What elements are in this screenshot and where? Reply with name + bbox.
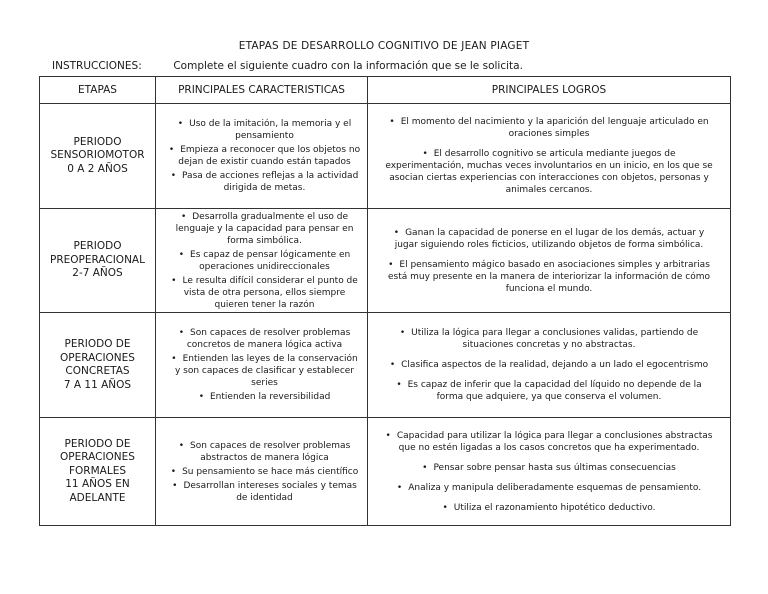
instructions-label: INSTRUCCIONES: <box>52 60 142 72</box>
list-item: • El desarrollo cognitivo se articula mediante juegos de experimentación, muchas veces involuntarios en un inicio, en los que se asocian ciertas experiencias con interacciones con objetos, personas y animales cercanos. <box>382 148 716 196</box>
list-item: • Son capaces de resolver problemas concretos de manera lógica activa <box>168 327 361 351</box>
list-item: • Son capaces de resolver problemas abstractos de manera lógica <box>168 440 361 464</box>
instructions-text: Complete el siguiente cuadro con la información que se le solicita. <box>173 60 523 72</box>
table-row <box>40 313 731 418</box>
table-row <box>40 418 731 526</box>
achievements-cell <box>368 104 731 209</box>
stage-line: PERIODO <box>73 135 122 148</box>
list-item: • Entienden las leyes de la conservación y son capaces de clasificar y establecer series <box>168 353 361 389</box>
stage-line: 11 AÑOS EN <box>65 478 130 491</box>
list-item: • Pensar sobre pensar hasta sus últimas consecuencias <box>382 462 716 474</box>
achievements-cell <box>368 209 731 313</box>
stage-cell <box>40 313 156 418</box>
list-item: • Clasifica aspectos de la realidad, dejando a un lado el egocentrismo <box>382 359 716 371</box>
stage-line: PERIODO <box>73 240 122 253</box>
stage-cell <box>40 209 156 313</box>
table-row <box>40 104 731 209</box>
list-item: • Analiza y manipula deliberadamente esquemas de pensamiento. <box>382 482 716 494</box>
list-item: • Capacidad para utilizar la lógica para llegar a conclusiones abstractas que no estén ligadas a los casos concretos que ha experimentado. <box>382 430 716 454</box>
list-item: • Ganan la capacidad de ponerse en el lugar de los demás, actuar y jugar siguiendo roles ficticios, utilizando objetos de forma simbólica. <box>382 227 716 251</box>
stage-cell <box>40 104 156 209</box>
list-item: • Entienden la reversibilidad <box>168 391 361 403</box>
stage-line: ADELANTE <box>69 491 126 504</box>
stage-line: PREOPERACIONAL <box>50 253 145 266</box>
list-item: • Pasa de acciones reflejas a la actividad dirigida de metas. <box>168 170 361 194</box>
list-item: • El momento del nacimiento y la aparición del lenguaje articulado en oraciones simples <box>382 116 716 140</box>
list-item: • El pensamiento mágico basado en asociaciones simples y arbitrarias está muy presente en la manera de interiorizar la información de cómo funciona el mundo. <box>382 259 716 295</box>
stage-line: 0 A 2 AÑOS <box>67 162 128 175</box>
list-item: • Es capaz de pensar lógicamente en operaciones unidireccionales <box>168 249 361 273</box>
stages-table <box>39 76 731 526</box>
achievements-cell <box>368 313 731 418</box>
list-item: • Le resulta difícil considerar el punto de vista de otra persona, ellos siempre quieren tener la razón <box>168 275 361 311</box>
header-characteristics: PRINCIPALES CARACTERISTICAS <box>156 77 368 104</box>
stage-line: FORMALES <box>69 464 126 477</box>
page-title: ETAPAS DE DESARROLLO COGNITIVO DE JEAN PIAGET <box>238 40 530 52</box>
characteristics-cell <box>156 418 368 526</box>
stage-line: CONCRETAS <box>65 365 130 377</box>
table-row <box>40 209 731 313</box>
characteristics-cell <box>156 209 368 313</box>
stage-line: PERIODO DE <box>64 338 131 350</box>
stage-line: OPERACIONES <box>60 451 135 464</box>
stage-line: 7 A 11 AÑOS <box>63 378 132 391</box>
list-item: • Su pensamiento se hace más científico <box>168 466 361 478</box>
instructions <box>52 60 523 72</box>
header-stages: ETAPAS <box>40 77 156 104</box>
list-item: • Desarrollan intereses sociales y temas de identidad <box>168 480 361 504</box>
list-item: • Utiliza el razonamiento hipotético deductivo. <box>382 502 716 514</box>
table-header-row <box>40 77 731 104</box>
list-item: • Desarrolla gradualmente el uso de lenguaje y la capacidad para pensar en forma simbólica. <box>168 211 361 247</box>
header-achievements: PRINCIPALES LOGROS <box>368 77 731 104</box>
stage-line: SENSORIOMOTOR <box>50 149 145 162</box>
stage-line: 2-7 AÑOS <box>72 267 123 280</box>
list-item: • Utiliza la lógica para llegar a conclusiones validas, partiendo de situaciones concretas y no abstractas. <box>382 327 716 351</box>
stage-line: PERIODO DE <box>64 437 131 450</box>
stage-cell <box>40 418 156 526</box>
characteristics-cell <box>156 313 368 418</box>
stage-line: OPERACIONES <box>60 351 135 364</box>
characteristics-cell <box>156 104 368 209</box>
list-item: • Uso de la imitación, la memoria y el pensamiento <box>168 118 361 142</box>
list-item: • Empieza a reconocer que los objetos no dejan de existir cuando están tapados <box>168 144 361 168</box>
list-item: • Es capaz de inferir que la capacidad del líquido no depende de la forma que adquiere, ya que conserva el volumen. <box>382 379 716 403</box>
achievements-cell <box>368 418 731 526</box>
